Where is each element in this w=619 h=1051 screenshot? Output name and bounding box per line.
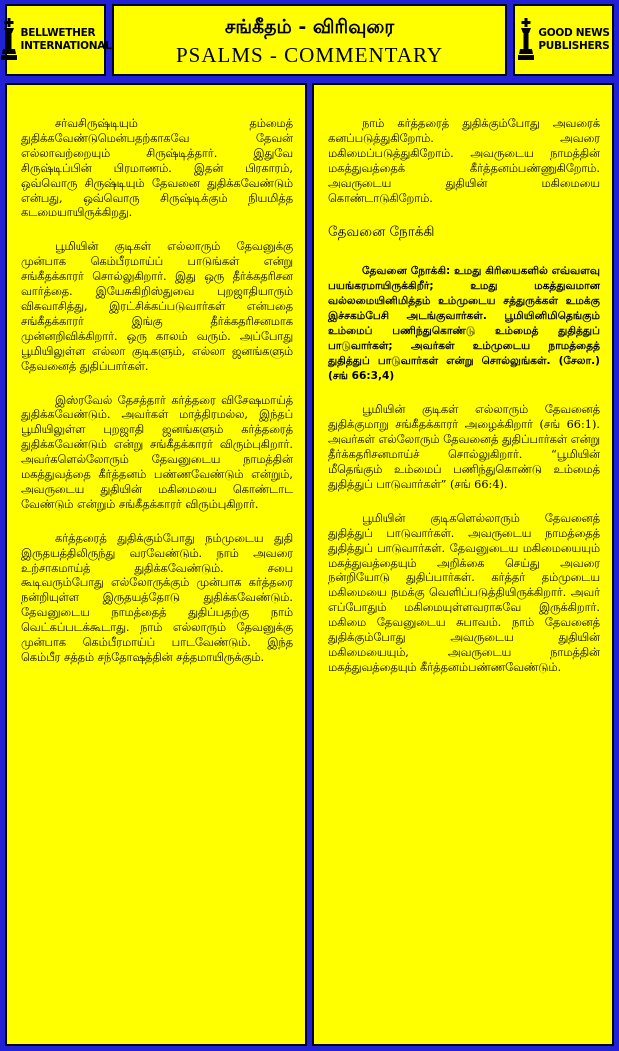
logo-left bbox=[5, 4, 112, 76]
logo-left-line2: INTERNATIONAL bbox=[20, 40, 112, 52]
page-header bbox=[112, 4, 507, 76]
paragraph: கர்த்தரைத் துதிக்கும்போது நம்முடைய துதி இருதயத்திலிருந்து வரவேண்டும். நாம் அவரை உற்சாகமாய்த் துதிக்கவேண்டும். சபை கூடிவரும்போது எல்லோருக்கும் முன்பாக கர்த்தரை நன்றியுள்ள இருதயத்தோடு துதிக்கவேண்டும். தேவனுடைய நாமத்தைத் துதிப்பதற்கு நாம் வெட்கப்படக்கூடாது. நாம் எல்லாரும் தேவனுக்கு முன்பாக கெம்பீரமாய்ப் பாடவேண்டும். இந்த கெம்பீர சத்தம் சந்தோஷத்தின் சத்தமாயிருக்கும். bbox=[21, 531, 293, 664]
intro-paragraph: நாம் கர்த்தரைத் துதிக்கும்போது அவரைக் கனப்படுத்துகிறோம். அவரை மகிமைப்படுத்துகிறோம். அவருடைய நாமத்தின் மகத்துவத்தைக் கீர்த்தனம்பண்ணுகிறோம். அவருடைய துதியின் மகிமையை கொண்டாடுகிறோம். bbox=[328, 117, 600, 205]
title-tamil: சங்கீதம் - விரிவுரை bbox=[224, 16, 395, 38]
section-heading: தேவனை நோக்கி bbox=[328, 224, 435, 241]
paragraph: பூமியின் குடிகள் எல்லாரும் தேவனுக்கு முன்பாக கெம்பீரமாய்ப் பாடுங்கள் என்று சங்கீதக்காரர் சொல்லுகிறார். இது ஒரு தீர்க்கதரிசன வார்த்தை. இயேசுகிறிஸ்துவை புறஜாதியாரும் விசுவாசித்து, இரட்சிக்கப்படுவார்கள் என்பதை சங்கீதக்காரர் இங்கு தீர்க்கதரிசனமாக முன்னறிவிக்கிறார். ஒரு காலம் வரும். அப்போது பூமியிலுள்ள எல்லா குடிகளும், எல்லா ஜனங்களும் தேவனைத் துதிப்பார்கள். bbox=[21, 240, 293, 373]
chess-king-icon bbox=[517, 18, 535, 62]
logo-right-line1: GOOD NEWS bbox=[538, 27, 610, 39]
right-column bbox=[312, 83, 614, 1046]
title-english: PSALMS - COMMENTARY bbox=[175, 43, 444, 67]
logo-right bbox=[513, 4, 614, 76]
logo-right-line2: PUBLISHERS bbox=[538, 40, 610, 52]
paragraph: பூமியின் குடிகள் எல்லாரும் தேவனைத் துதிக்குமாறு சங்கீதக்காரர் அழைக்கிறார் (சங் 66:1). அவர்கள் எல்லோரும் தேவனைத் துதிப்பார்கள் என்று தீர்க்கதரிசனமாய்ச் சொல்லுகிறார். “பூமியின் மீதெங்கும் உம்மைப் பணிந்துகொண்டு உம்மைத் துதித்துப் பாடுவார்கள்” (சங் 66:4). bbox=[328, 403, 600, 491]
scripture-verse: தேவனை நோக்கி: உமது கிரியைகளில் எவ்வளவு பயங்கரமாயிருக்கிறீர்; உமது மகத்துவமான வல்லமையினிமித்தம் உம்முடைய சத்துருக்கள் உமக்கு இச்சகம்பேசி அடங்குவார்கள். பூமியினிமிதெங்கும் உம்மைப் பணிந்துகொண்டு உம்மைத் துதித்துப் பாடுவார்கள்; அவர்கள் உம்முடைய நாமத்தைத் துதித்துப் பாடுவார்கள் என்று சொல்லுங்கள். (சேலா.) (சங் 66:3,4) bbox=[328, 265, 600, 383]
logo-left-line1: BELLWETHER bbox=[20, 27, 96, 39]
left-column bbox=[5, 83, 307, 1046]
paragraph: பூமியின் குடிகளெல்லாரும் தேவனைத் துதித்துப் பாடுவார்கள். அவருடைய நாமத்தைத் துதித்துப் பாடுவார்கள். தேவனுடைய மகிமையையும் மகத்துவத்தையும் அறிக்கை செய்து அவரை நன்றியோடு துதிப்பார்கள். கர்த்தர் தம்முடைய மகிமையை நமக்கு வெளிப்படுத்தியிருக்கிறார். அவர் எப்போதும் மகிமையுள்ளவராகவே இருக்கிறார். மகிமை தேவனுடைய சுபாவம். நாம் தேவனைத் துதிக்கும்போது அவருடைய துதியின் மகிமையையும், அவருடைய நாமத்தின் மகத்துவத்தையும் கீர்த்தனம்பண்ணவேண்டும். bbox=[328, 511, 600, 674]
paragraph: இஸ்ரவேல் தேசத்தார் கர்த்தரை விசேஷமாய்த் துதிக்கவேண்டும். அவர்கள் மாத்திரமல்ல, இந்தப் பூமியிலுள்ள புறஜாதி ஜனங்களும் கர்த்தரைத் துதிக்கவேண்டும் என்று சங்கீதக்காரர் விரும்புகிறார். அவர்களெல்லோரும் தேவனுடைய நாமத்தின் மகத்துவத்தை கீர்த்தனம் பண்ணவேண்டும் என்றும், அவருடைய துதியின் மகிமையை கொண்டாட வேண்டும் என்றும் சங்கீதக்காரர் விரும்புகிறார். bbox=[21, 393, 293, 511]
paragraph: சர்வசிருஷ்டியும் தம்மைத் துதிக்கவேண்டுமென்பதற்காகவே தேவன் எல்லாவற்றையும் சிருஷ்டித்தார். இதுவே சிருஷ்டிப்பின் பிரமாணம். இதன் பிரகாரம், ஒவ்வொரு சிருஷ்டியும் தேவனை துதிக்கவேண்டும் என்பது, ஒவ்வொரு சிருஷ்டிக்கும் நியமித்த கடமையாயிருக்கிறது. bbox=[21, 117, 293, 220]
chess-king-icon bbox=[0, 18, 18, 62]
